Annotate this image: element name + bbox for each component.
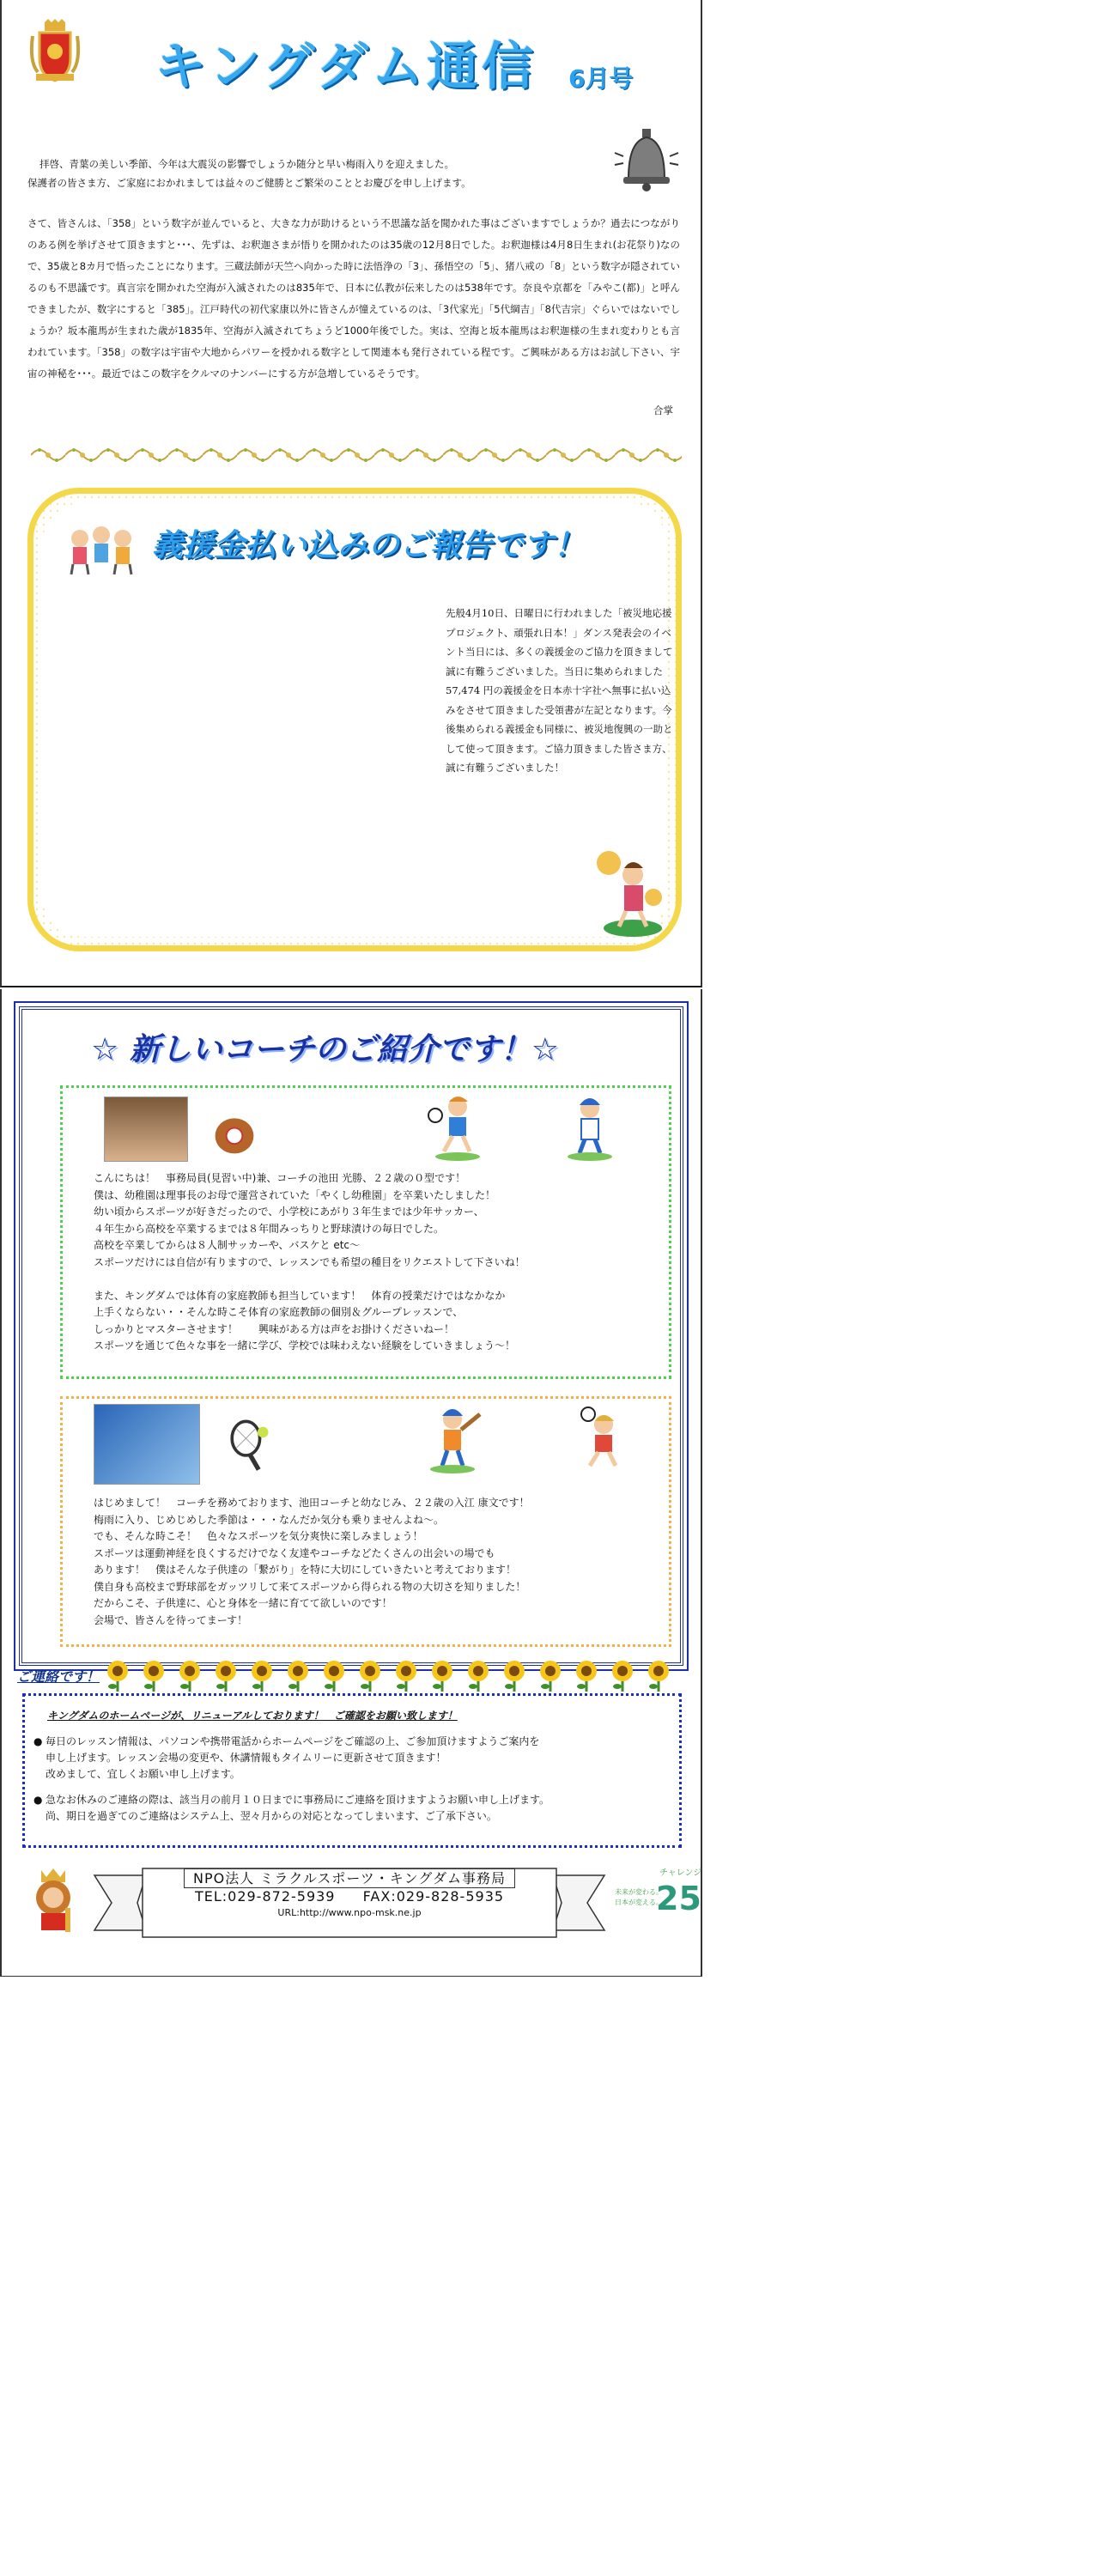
greeting (27, 155, 586, 192)
coach-section-title: ☆ 新しいコーチのご紹介です！☆ (91, 1032, 560, 1067)
greeting-line: 拝啓、青葉の美しい季節、今年は大震災の影響でしょうか随分と早い梅雨入りを迎えました。 (39, 158, 454, 170)
ornamental-divider (31, 445, 682, 465)
contact-item-lessons (33, 1734, 669, 1783)
coach-text-line: こんにちは！ 事務局員(見習い中)兼、コーチの池田 光勝、２２歳の０型です！ (94, 1172, 466, 1184)
footer-contact-info (156, 1868, 543, 1921)
coach-text-line: 上手くならない・・そんな時こそ体育の家庭教師の個別＆グループレッスンで、 (94, 1306, 464, 1318)
logo-slogan-1: 未来が変わる。 (615, 1888, 663, 1896)
coach-text-line: 会場で、皆さんを待ってまーす！ (94, 1613, 248, 1626)
coach-text-line: でも、そんな時こそ！ 色々なスポーツを気分爽快に楽しみましょう！ (94, 1530, 423, 1542)
article-body: さて、皆さんは、「358」という数字が並んでいると、大きな力が助けるという不思議な話を聞かれた事はございますでしょうか？過去につながりのある例を挙げさせて頂きますと･･･、先ずは、お釈迦さまが悟りを開かれたのは35歳の12月8日でした。お釈迦様は4月8日生まれ(お花祭り)なので、35歳と8カ月で悟ったことになります。三蔵法師が天竺へ向かった時に法悟浄の「3」、孫悟空の「5」、猪八戒の「8」という数字が隠されているのも不思議です。真言宗を開かれた空海が入滅されたのは835年で、日本に仏教が伝来したのは538年です。奈良や京都を「みやこ(都)」と呼んできましたが、数字にすると「385」。江戸時代の初代家康以外に皆さんが憧えているのは、「3代家光」「5代綱吉」「8代吉宗」ぐらいではないでしょうか？坂本龍馬が生まれた歳が1835年、空海が入滅されてちょうど1000年後でした。実は、空海と坂本龍馬はお釈迦様の生まれ変わりとも言われています。「358」の数字は宇宙や大地からパワーを授かれる数字として関連本も発行されている程です。ご興味がある方はお試し下さい、宇宙の神秘を･･･。最近ではこの数字をクルマのナンバーにする方が急増しているそうです。 (27, 217, 680, 380)
coach-2-box (60, 1396, 671, 1647)
bell-icon (613, 127, 680, 196)
fax: FAX:029-828-5935 (362, 1888, 505, 1905)
bullet-icon: ● (33, 1794, 43, 1806)
logo-challenge-text: チャレンジ (659, 1868, 702, 1878)
coach-text-line: また、キングダムでは体育の家庭教師も担当しています！ 体育の授業だけではなかなか (94, 1289, 506, 1302)
donation-inner (42, 502, 673, 937)
coach-text-line: 梅雨に入り、じめじめした季節は・・・なんだか気分も乗りませんよね～。 (94, 1513, 445, 1526)
telephone: TEL:029-872-5939 (194, 1888, 336, 1905)
contact-line: 改めまして、宜しくお願い申し上げます。 (46, 1768, 240, 1780)
website-url[interactable]: URL:http://www.npo-msk.ne.jp (277, 1907, 422, 1918)
coach-text-line: だからこそ、子供達に、心と身体を一緒に育てて欲しいのです！ (94, 1597, 392, 1609)
logo-number: 25 (656, 1880, 701, 1917)
kids-illustration (63, 521, 140, 576)
coach-text-line: スポーツだけには自信が有りますので、レッスンでも希望の種目をリクエストして下さいね！ (94, 1255, 525, 1268)
batter-boy-illustration (423, 1406, 483, 1474)
sunflower-border (100, 1657, 683, 1692)
coach-text-line: はじめまして！ コーチを務めております、池田コーチと幼なじみ、２２歳の入江 康文です！ (94, 1497, 530, 1509)
greeting-line: 保護者の皆さま方、ご家庭におかれましては益々のご健勝とご繁栄のこととお慶びを申し上げます。 (27, 177, 471, 189)
coach-text-line: 幼い頃からスポーツが好きだったので、小学校にあがり３年生までは少年サッカー、 (94, 1206, 484, 1218)
tennis-racket-icon (226, 1419, 272, 1474)
coach-1-text (94, 1170, 525, 1355)
bullet-icon: ● (33, 1735, 43, 1747)
coach-2-photo (94, 1404, 200, 1485)
coach-1-photo (104, 1097, 188, 1162)
lion-mascot-icon (22, 1865, 84, 1935)
donation-title: 義援金払い込みのご報告です！ (152, 528, 586, 563)
contact-item-absence (33, 1792, 669, 1825)
kingdom-crest-logo (27, 19, 82, 88)
donation-text: 先般4月10日、日曜日に行われました「被災地応援プロジェクト、頑張れ日本！」ダンス発表会のイベント当日には、多くの義援金のご協力を頂きまして誠に有難うございました。当日に集められました 57,474 円の義援金を日本赤十字社へ無事に払い込みをさせて頂きました受領書が左記となります。今後集められる義援金も同様に、被災地復興の一助として使って頂きます。ご協力頂きました皆さま方、誠に有難うございました！ (446, 607, 673, 774)
coach-text-line: あります！ 僕はそんな子供達の「繋がり」を特に大切にしていきたいと考えております！ (94, 1564, 517, 1576)
issue-label: 6月号 (568, 64, 634, 93)
contact-line: 申し上げます。レッスン会場の変更や、休講情報もタイムリーに更新させて頂きます！ (46, 1752, 446, 1764)
soccer-boy-illustration (423, 1093, 483, 1162)
contact-line: 尚、期日を過ぎてのご連絡はシステム上、翌々月からの対応となってしまいます、ご了承下さい。 (46, 1810, 497, 1822)
coach-text-line: しっかりとマスターさせます！ 興味がある方は声をお掛けくださいねー！ (94, 1322, 455, 1335)
organization-name: NPO法人 ミラクルスポーツ・キングダム事務局 (184, 1868, 515, 1888)
soccer-kid-illustration (569, 1406, 629, 1474)
challenge-25-logo (613, 1865, 702, 1934)
contact-line: 急なお休みのご連絡の際は、該当月の前月１０日までに事務局にご連絡を頂けますようお願い申し上げます。 (46, 1794, 550, 1806)
coach-1-box (60, 1085, 671, 1379)
newsletter-title: キングダム通信 (155, 37, 537, 97)
coach-intro-frame (19, 1006, 683, 1666)
coach-text-line (94, 1271, 525, 1288)
coach-text-line: ４年生から高校を卒業するまでは８年間みっちりと野球漬けの毎日でした。 (94, 1222, 445, 1235)
cheerleader-illustration (592, 846, 667, 940)
baseball-glove-icon (210, 1110, 258, 1158)
contact-heading: キングダムのホームページが、リニューアルしております！ ご確認をお願い致します！ (47, 1710, 458, 1722)
coach-text-line: スポーツは運動神経を良くするだけでなく友達やコーチなどたくさんの出会いの場でも (94, 1546, 495, 1559)
newsletter-page-1 (0, 0, 702, 987)
coach-text-line: 僕は、幼稚園は理事長のお母で運営されていた「やくし幼稚園」を卒業いたしました！ (94, 1188, 496, 1201)
coach-text-line: 高校を卒業してからは８人制サッカーや、バスケと etc～ (94, 1239, 361, 1251)
coach-text-line: 僕自身も高校まで野球部をガッツリして来てスポーツから得られる物の大切さを知りました！ (94, 1580, 526, 1593)
contact-line: 毎日のレッスン情報は、パソコンや携帯電話からホームページをご確認の上、ご参加頂けますようご案内を (46, 1735, 540, 1747)
coach-text-line: スポーツを通じて色々な事を一緒に学び、学校では味わえない経験をしていきましょう～！ (94, 1340, 516, 1352)
newsletter-page-2 (0, 989, 702, 1977)
contact-notice-box (22, 1693, 682, 1848)
contact-label: ご連絡です！ (17, 1668, 100, 1685)
coach-2-text (94, 1495, 530, 1629)
signature: 合掌 (653, 404, 673, 416)
baseball-boy-illustration (561, 1093, 621, 1162)
donation-report-box (27, 488, 682, 951)
logo-slogan-2: 日本が変える。 (615, 1899, 663, 1906)
